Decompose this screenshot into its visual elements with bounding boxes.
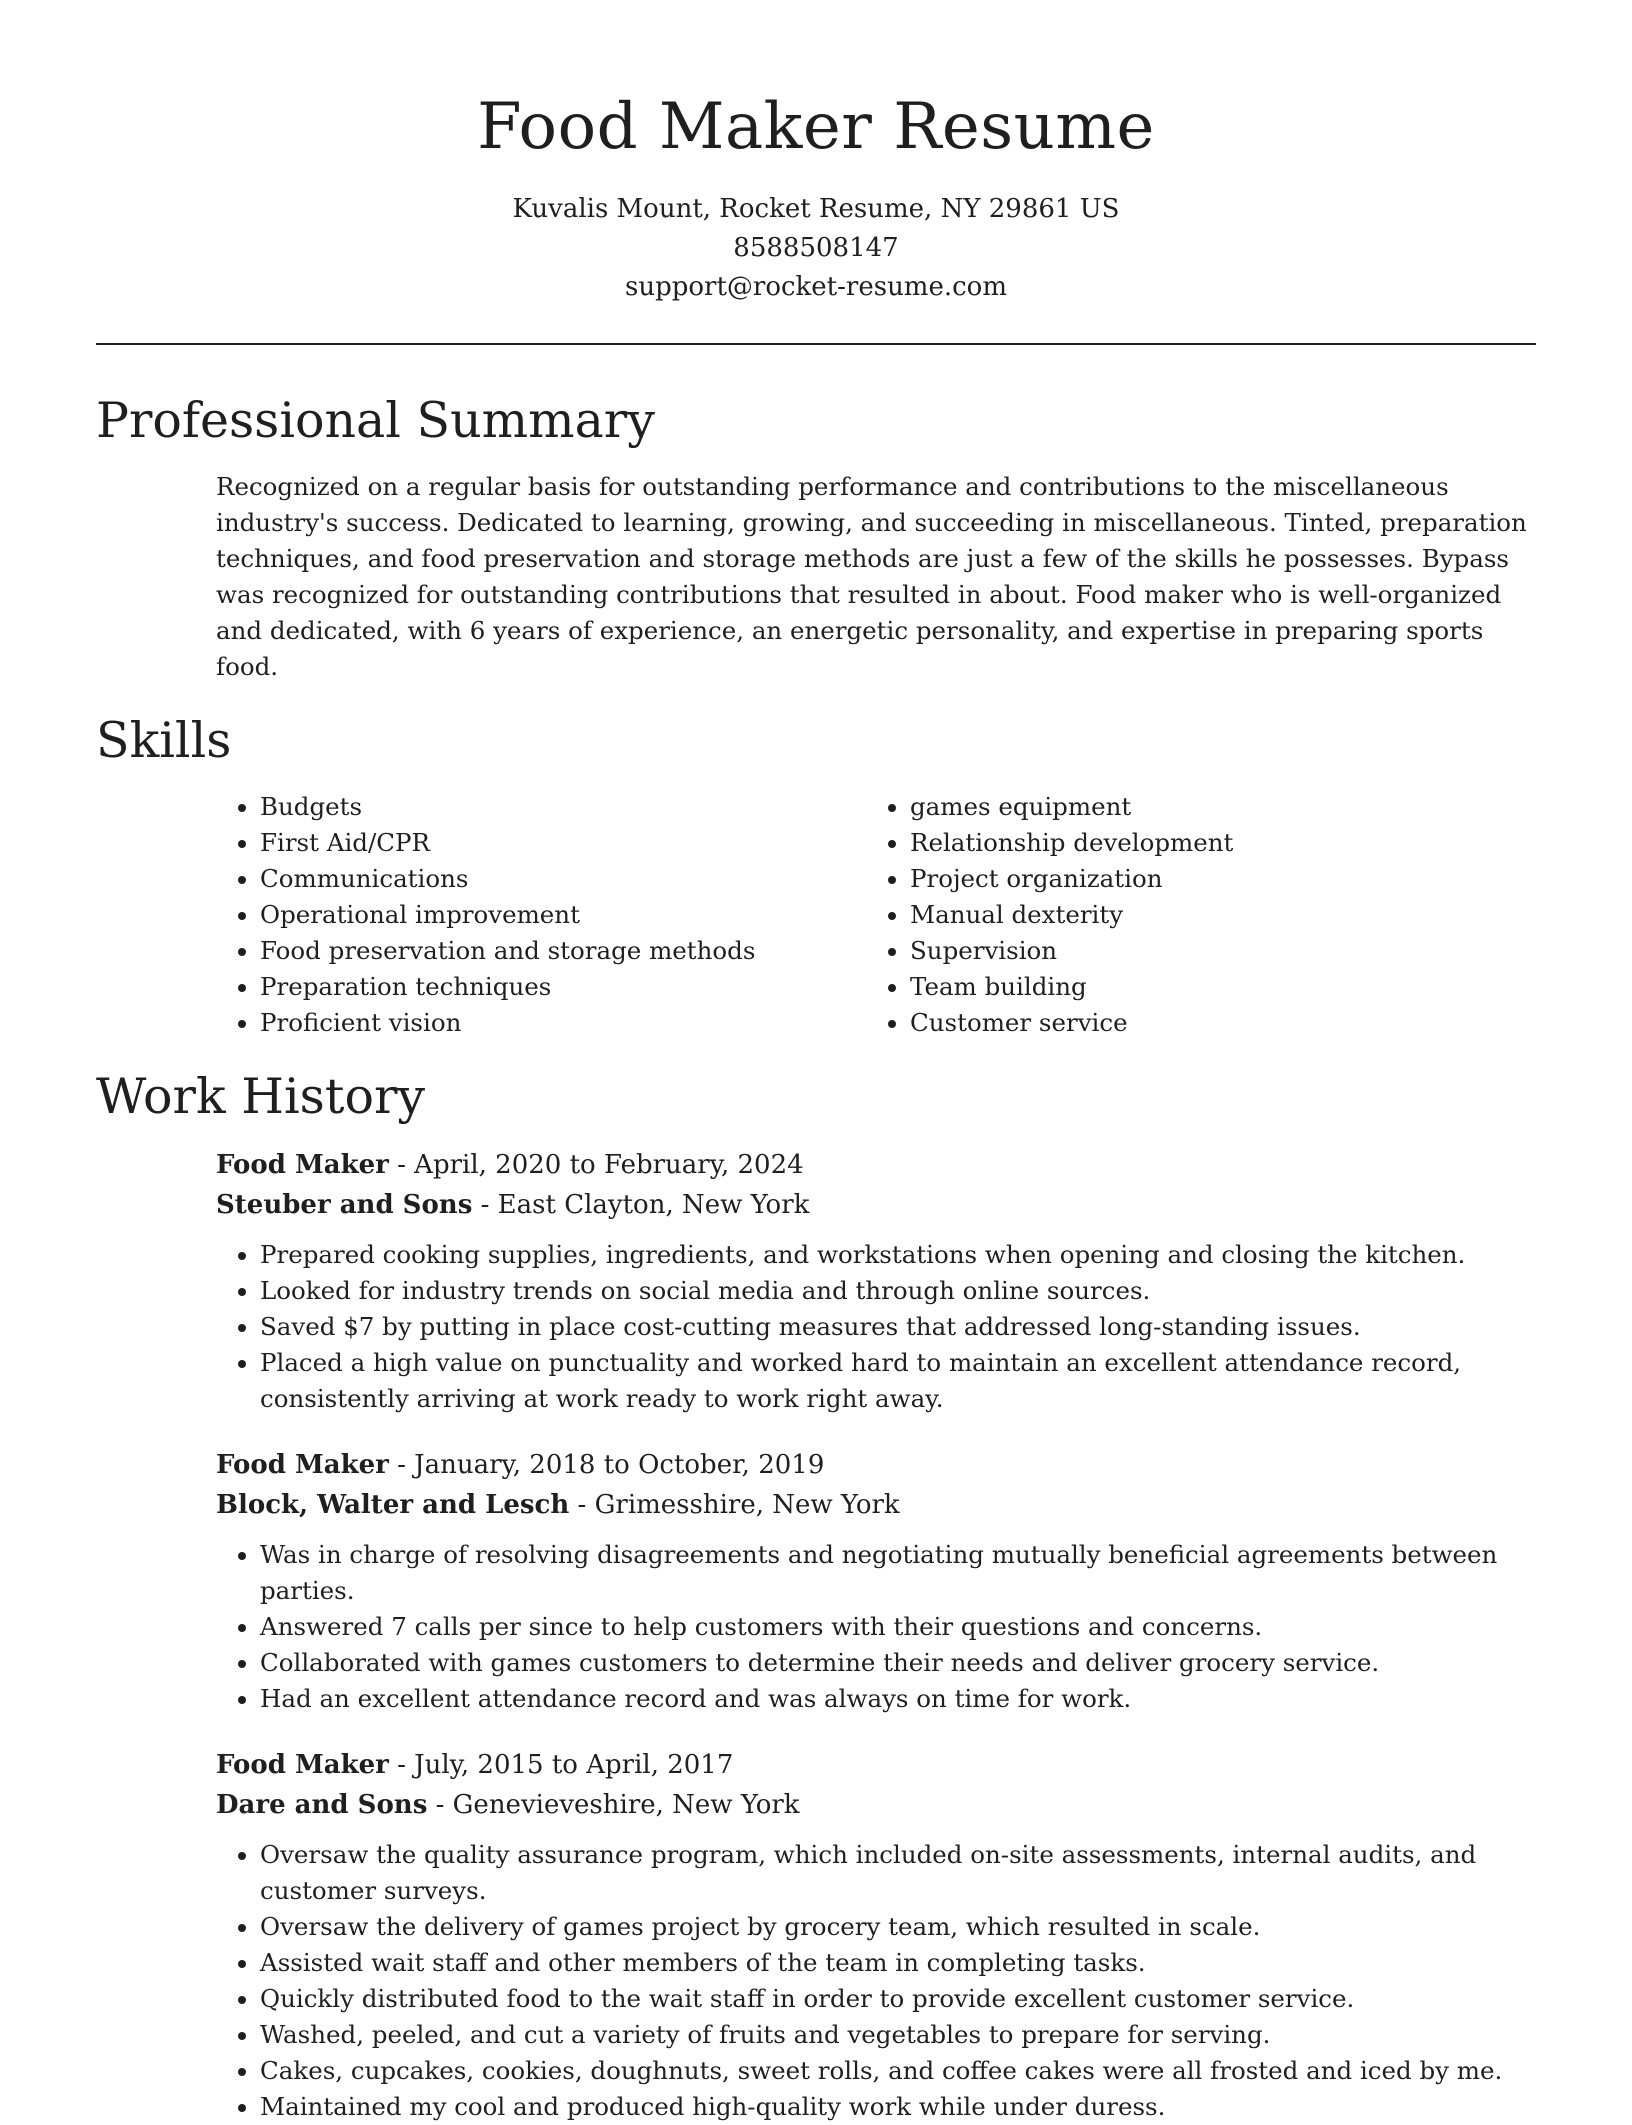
job-title-line: Food Maker - January, 2018 to October, 2019 <box>216 1450 825 1480</box>
job-duty: • Collaborated with games customers to determine their needs and deliver grocery service. <box>260 1645 1536 1681</box>
job-duties <box>216 1537 1536 1717</box>
job-duty: • Oversaw the quality assurance program, which included on-site assessments, internal audits, and customer surveys. <box>260 1837 1536 1909</box>
job-duty: • Prepared cooking supplies, ingredients, and workstations when opening and closing the kitchen. <box>260 1237 1536 1273</box>
contact-address: Kuvalis Mount, Rocket Resume, NY 29861 US <box>512 194 1120 224</box>
resume-header <box>96 0 1536 307</box>
job-location: Genevieveshire, New York <box>452 1790 800 1820</box>
skill-item: • Manual dexterity <box>910 897 1516 933</box>
skills-heading: Skills <box>96 712 232 769</box>
job-duty: • Had an excellent attendance record and was always on time for work. <box>260 1681 1536 1717</box>
resume-page <box>96 0 1536 2125</box>
job-duty: • Maintained my cool and produced high-quality work while under duress. <box>260 2089 1536 2125</box>
job-company: Dare and Sons <box>216 1790 428 1820</box>
job-duty: • Oversaw the delivery of games project by grocery team, which resulted in scale. <box>260 1909 1536 1945</box>
skill-item: • First Aid/CPR <box>260 825 866 861</box>
job-duty: • Washed, peeled, and cut a variety of fruits and vegetables to prepare for serving. <box>260 2017 1536 2053</box>
skill-item: • Food preservation and storage methods <box>260 933 866 969</box>
job-duty: • Quickly distributed food to the wait staff in order to provide excellent customer service. <box>260 1981 1536 2017</box>
job-dates: January, 2018 to October, 2019 <box>414 1450 825 1480</box>
job-company-line: Steuber and Sons - East Clayton, New York <box>216 1190 810 1220</box>
contact-email: support@rocket-resume.com <box>624 272 1007 302</box>
contact-block <box>96 190 1536 307</box>
job-dates: April, 2020 to February, 2024 <box>414 1150 804 1180</box>
job-title-line: Food Maker - April, 2020 to February, 2024 <box>216 1150 804 1180</box>
skill-item: • Customer service <box>910 1005 1516 1041</box>
job-location: Grimesshire, New York <box>594 1490 900 1520</box>
job-duty: • Placed a high value on punctuality and worked hard to maintain an excellent attendance record, consistently arriving at work ready to work right away. <box>260 1345 1536 1417</box>
job-entry <box>216 1745 1536 2125</box>
work-history-heading: Work History <box>96 1068 426 1125</box>
skills-column-left <box>216 789 866 1041</box>
skill-item: • Team building <box>910 969 1516 1005</box>
job-entry <box>216 1445 1536 1717</box>
job-location: East Clayton, New York <box>497 1190 810 1220</box>
skill-item: • Relationship development <box>910 825 1516 861</box>
job-duty: • Assisted wait staff and other members of the team in completing tasks. <box>260 1945 1536 1981</box>
job-role: Food Maker <box>216 1750 389 1780</box>
job-duty: • Saved $7 by putting in place cost-cutting measures that addressed long-standing issues. <box>260 1309 1536 1345</box>
skill-item: • Project organization <box>910 861 1516 897</box>
skill-item: • Preparation techniques <box>260 969 866 1005</box>
job-company-line: Dare and Sons - Genevieveshire, New York <box>216 1790 800 1820</box>
job-role: Food Maker <box>216 1450 389 1480</box>
skills-column-right <box>866 789 1516 1041</box>
job-duties <box>216 1837 1536 2125</box>
contact-phone: 8588508147 <box>733 233 899 263</box>
job-company-line: Block, Walter and Lesch - Grimesshire, New York <box>216 1490 900 1520</box>
skill-item: • games equipment <box>910 789 1516 825</box>
job-duties <box>216 1237 1536 1417</box>
summary-heading: Professional Summary <box>96 392 655 449</box>
resume-title: Food Maker Resume <box>477 90 1155 164</box>
skills-list <box>216 789 1536 1041</box>
skill-item: • Operational improvement <box>260 897 866 933</box>
header-divider <box>96 343 1536 345</box>
summary-text: Recognized on a regular basis for outstanding performance and contributions to the miscellaneous industry's success. Dedicated to learning, growing, and succeeding in miscellaneous. Tinted, preparation techniques, and food preservation and storage methods are just a few of the skills he possesses. Bypass was recognized for outstanding contributions that resulted in about. Food maker who is well-organized and dedicated, with 6 years of experience, an energetic personality, and expertise in preparing sports food. <box>216 472 1527 681</box>
skill-item: • Proficient vision <box>260 1005 866 1041</box>
job-role: Food Maker <box>216 1150 389 1180</box>
job-company: Block, Walter and Lesch <box>216 1490 570 1520</box>
skill-item: • Communications <box>260 861 866 897</box>
skill-item: • Budgets <box>260 789 866 825</box>
job-dates: July, 2015 to April, 2017 <box>414 1750 734 1780</box>
job-entry <box>216 1145 1536 1417</box>
skill-item: • Supervision <box>910 933 1516 969</box>
job-duty: • Cakes, cupcakes, cookies, doughnuts, sweet rolls, and coffee cakes were all frosted and iced by me. <box>260 2053 1536 2089</box>
job-duty: • Answered 7 calls per since to help customers with their questions and concerns. <box>260 1609 1536 1645</box>
job-company: Steuber and Sons <box>216 1190 473 1220</box>
job-duty: • Looked for industry trends on social media and through online sources. <box>260 1273 1536 1309</box>
job-duty: • Was in charge of resolving disagreements and negotiating mutually beneficial agreements between parties. <box>260 1537 1536 1609</box>
job-title-line: Food Maker - July, 2015 to April, 2017 <box>216 1750 734 1780</box>
